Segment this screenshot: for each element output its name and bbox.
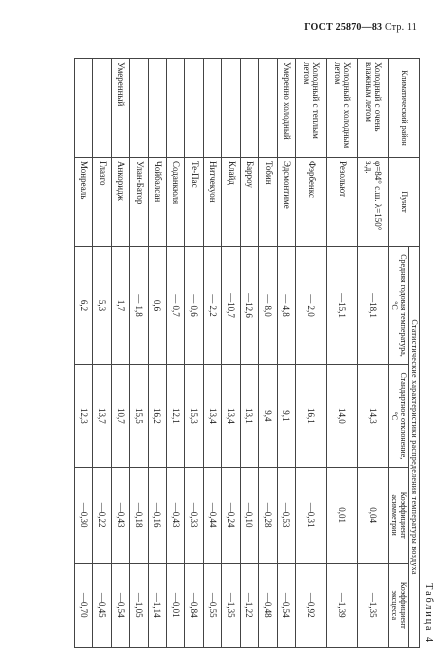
cell-region: Холодный с холодным летом xyxy=(326,59,357,158)
cell-mean: 1,7 xyxy=(111,247,129,365)
cell-excess: —0,01 xyxy=(167,563,185,647)
cell-excess: —0,54 xyxy=(111,563,129,647)
cell-excess: —0,92 xyxy=(295,563,326,647)
cell-std: 13,1 xyxy=(240,365,258,468)
cell-region xyxy=(130,59,148,158)
rotated-table-wrapper xyxy=(60,58,434,648)
table-row xyxy=(167,59,185,648)
cell-asym: —0,31 xyxy=(295,467,326,563)
cell-excess: —0,54 xyxy=(277,563,295,647)
cell-std: 16,1 xyxy=(295,365,326,468)
cell-asym: 0,01 xyxy=(326,467,357,563)
cell-point: Анкоридж xyxy=(111,158,129,247)
cell-mean: — 1,8 xyxy=(130,247,148,365)
cell-point: Чойбалсан xyxy=(148,158,166,247)
table-row xyxy=(203,59,221,648)
col-point-header: Пункт xyxy=(388,158,419,247)
table-row xyxy=(148,59,166,648)
cell-region xyxy=(222,59,240,158)
cell-region xyxy=(167,59,185,158)
table-row xyxy=(295,59,326,648)
cell-excess: —1,14 xyxy=(148,563,166,647)
cell-mean: 0,6 xyxy=(148,247,166,365)
cell-std: 9,4 xyxy=(259,365,277,468)
page-number: Стр. 11 xyxy=(384,22,417,33)
cell-region xyxy=(75,59,93,158)
table-row xyxy=(277,59,295,648)
cell-excess: —0,45 xyxy=(93,563,111,647)
table-row xyxy=(357,59,388,648)
cell-excess: —1,22 xyxy=(240,563,258,647)
col-std-header: Стандартное отклонение, °С xyxy=(388,365,408,468)
cell-std: 12,1 xyxy=(167,365,185,468)
cell-std: 14,3 xyxy=(357,365,388,468)
cell-point: Соданкюля xyxy=(167,158,185,247)
standard-number: ГОСТ 25870—83 xyxy=(304,22,383,33)
cell-std: 10,7 xyxy=(111,365,129,468)
cell-point: Барроу xyxy=(240,158,258,247)
table-row xyxy=(93,59,111,648)
cell-mean: — 8,0 xyxy=(259,247,277,365)
cell-std: 13,7 xyxy=(93,365,111,468)
table-row xyxy=(130,59,148,648)
page-header xyxy=(304,22,417,33)
cell-mean: — 2,0 xyxy=(295,247,326,365)
cell-region: Холодный с теплым летом xyxy=(295,59,326,158)
cell-std: 14,0 xyxy=(326,365,357,468)
cell-region: Умеренно холодный xyxy=(277,59,295,158)
cell-mean: —18,1 xyxy=(357,247,388,365)
cell-asym: —0,44 xyxy=(203,467,221,563)
cell-asym: —0,16 xyxy=(148,467,166,563)
cell-asym: —0,53 xyxy=(277,467,295,563)
cell-region: Умеренный xyxy=(111,59,129,158)
cell-excess: —0,55 xyxy=(203,563,221,647)
col-mean-header: Средняя годовая температура, °С xyxy=(388,247,408,365)
col-region-header: Климатический район xyxy=(388,59,419,158)
header-row xyxy=(408,59,419,648)
cell-std: 16,2 xyxy=(148,365,166,468)
cell-point: Улан-Батор xyxy=(130,158,148,247)
cell-asym: —0,22 xyxy=(93,467,111,563)
table-row xyxy=(185,59,203,648)
table-row xyxy=(111,59,129,648)
cell-asym: —0,33 xyxy=(185,467,203,563)
col-asym-header: Коэффициент асимметрии xyxy=(388,467,408,563)
cell-std: 13,4 xyxy=(203,365,221,468)
cell-excess: —0,48 xyxy=(259,563,277,647)
table-body xyxy=(75,59,389,648)
cell-point: Фэрбенкс xyxy=(295,158,326,247)
cell-asym: —0,10 xyxy=(240,467,258,563)
cell-point: Глазго xyxy=(93,158,111,247)
col-excess-header: Коэффициент эксцесса xyxy=(388,563,408,647)
cell-point: Клайд xyxy=(222,158,240,247)
stats-band-header: Статистические характеристики распределения температуры воздуха xyxy=(408,247,419,648)
cell-mean: —12,6 xyxy=(240,247,258,365)
cell-mean: — 0,7 xyxy=(167,247,185,365)
table-caption: Таблица 4 xyxy=(423,583,434,644)
cell-std: 9,1 xyxy=(277,365,295,468)
table-row xyxy=(326,59,357,648)
cell-asym: 0,04 xyxy=(357,467,388,563)
cell-mean: 5,3 xyxy=(93,247,111,365)
table-row xyxy=(240,59,258,648)
cell-region xyxy=(148,59,166,158)
cell-asym: —0,28 xyxy=(259,467,277,563)
cell-excess: —1,39 xyxy=(326,563,357,647)
cell-asym: —0,18 xyxy=(130,467,148,563)
cell-excess: —1,35 xyxy=(357,563,388,647)
statistics-table xyxy=(74,58,420,648)
cell-region xyxy=(259,59,277,158)
cell-point: Нитчекуон xyxy=(203,158,221,247)
cell-std: 12,3 xyxy=(75,365,93,468)
cell-asym: —0,43 xyxy=(111,467,129,563)
cell-mean: — 2,2 xyxy=(203,247,221,365)
cell-excess: —0,70 xyxy=(75,563,93,647)
table-row xyxy=(75,59,93,648)
cell-asym: —0,24 xyxy=(222,467,240,563)
cell-point: φ=84° с.ш. λ=150° з.д. xyxy=(357,158,388,247)
cell-mean: — 0,6 xyxy=(185,247,203,365)
cell-region xyxy=(185,59,203,158)
cell-mean: —10,7 xyxy=(222,247,240,365)
cell-std: 13,4 xyxy=(222,365,240,468)
table-row xyxy=(222,59,240,648)
cell-region xyxy=(93,59,111,158)
cell-point: Монреаль xyxy=(75,158,93,247)
cell-mean: —15,1 xyxy=(326,247,357,365)
cell-region: Холодный с очень влажным летом xyxy=(357,59,388,158)
cell-excess: —1,05 xyxy=(130,563,148,647)
cell-std: 15,3 xyxy=(185,365,203,468)
cell-mean: 6,2 xyxy=(75,247,93,365)
cell-point: Тобин xyxy=(259,158,277,247)
cell-point: Эдсмонтиме xyxy=(277,158,295,247)
cell-point: Резольют xyxy=(326,158,357,247)
cell-asym: —0,43 xyxy=(167,467,185,563)
cell-std: 15,5 xyxy=(130,365,148,468)
cell-region xyxy=(203,59,221,158)
table-row xyxy=(259,59,277,648)
cell-asym: —0,30 xyxy=(75,467,93,563)
cell-mean: — 4,8 xyxy=(277,247,295,365)
cell-excess: —1,35 xyxy=(222,563,240,647)
cell-point: Те-Пас xyxy=(185,158,203,247)
cell-excess: —0,84 xyxy=(185,563,203,647)
cell-region xyxy=(240,59,258,158)
